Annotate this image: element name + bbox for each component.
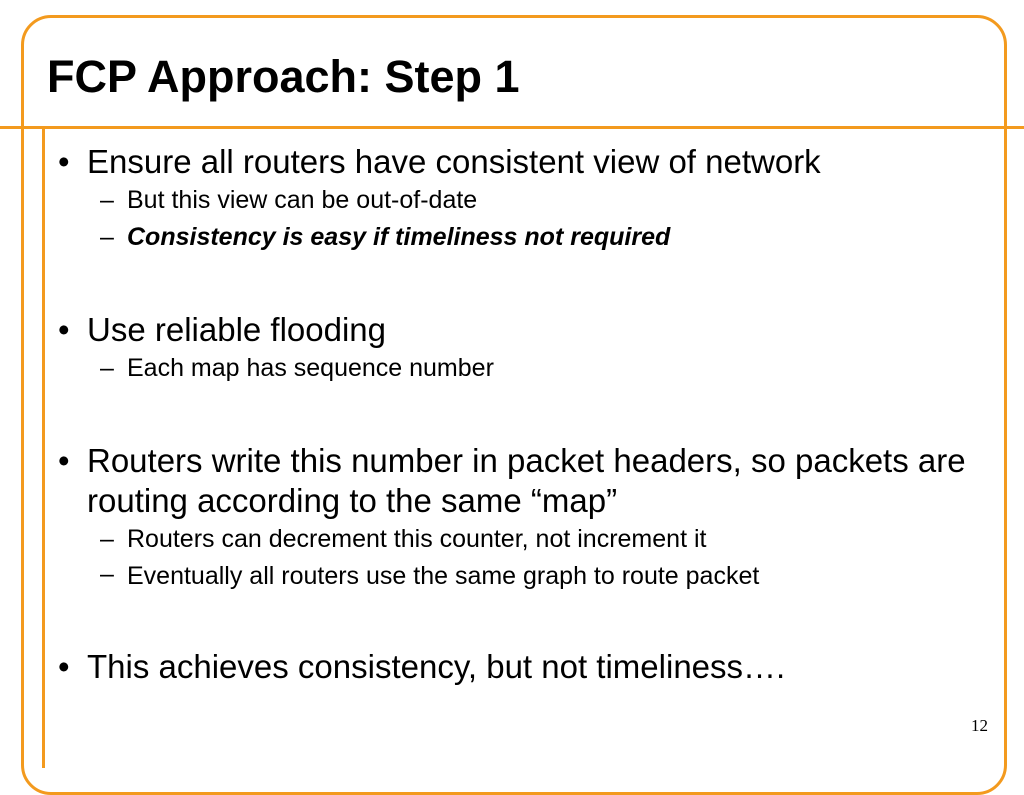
bullet-marker: •	[58, 442, 70, 479]
sub-bullet-item-emphasized	[58, 219, 998, 256]
sub-bullet-item	[58, 558, 998, 593]
sub-bullet-marker: –	[100, 223, 114, 251]
bullet-marker: •	[58, 143, 70, 180]
slide-title: FCP Approach: Step 1	[47, 51, 520, 102]
sub-bullet-marker: –	[100, 186, 114, 214]
sub-bullet-text: But this view can be out-of-date	[127, 186, 478, 214]
sub-bullet-text: Eventually all routers use the same graph to route packet	[127, 562, 760, 590]
bullet-text: Routers write this number in packet headers, so packets are routing according to the same “map”	[87, 442, 966, 519]
left-divider	[42, 126, 45, 768]
sub-bullet-item	[58, 350, 998, 387]
slide-content	[58, 142, 998, 687]
title-divider	[0, 126, 1024, 129]
page-number: 12	[971, 716, 988, 735]
bullet-item	[58, 441, 998, 521]
sub-bullet-item	[58, 521, 998, 558]
bullet-marker: •	[58, 648, 70, 685]
bullet-text: This achieves consistency, but not timeliness….	[87, 648, 786, 685]
sub-bullet-text: Consistency is easy if timeliness not required	[127, 223, 671, 251]
bullet-marker: •	[58, 311, 70, 348]
bullet-text: Use reliable flooding	[87, 311, 387, 348]
sub-bullet-text: Routers can decrement this counter, not increment it	[127, 525, 707, 553]
bullet-text: Ensure all routers have consistent view of network	[87, 143, 821, 180]
sub-bullet-marker: –	[100, 354, 114, 382]
sub-bullet-marker: –	[100, 560, 114, 588]
bullet-item	[58, 142, 998, 182]
sub-bullet-text: Each map has sequence number	[127, 354, 494, 382]
bullet-item	[58, 310, 998, 350]
bullet-item	[58, 647, 998, 687]
sub-bullet-marker: –	[100, 525, 114, 553]
sub-bullet-item	[58, 182, 998, 219]
